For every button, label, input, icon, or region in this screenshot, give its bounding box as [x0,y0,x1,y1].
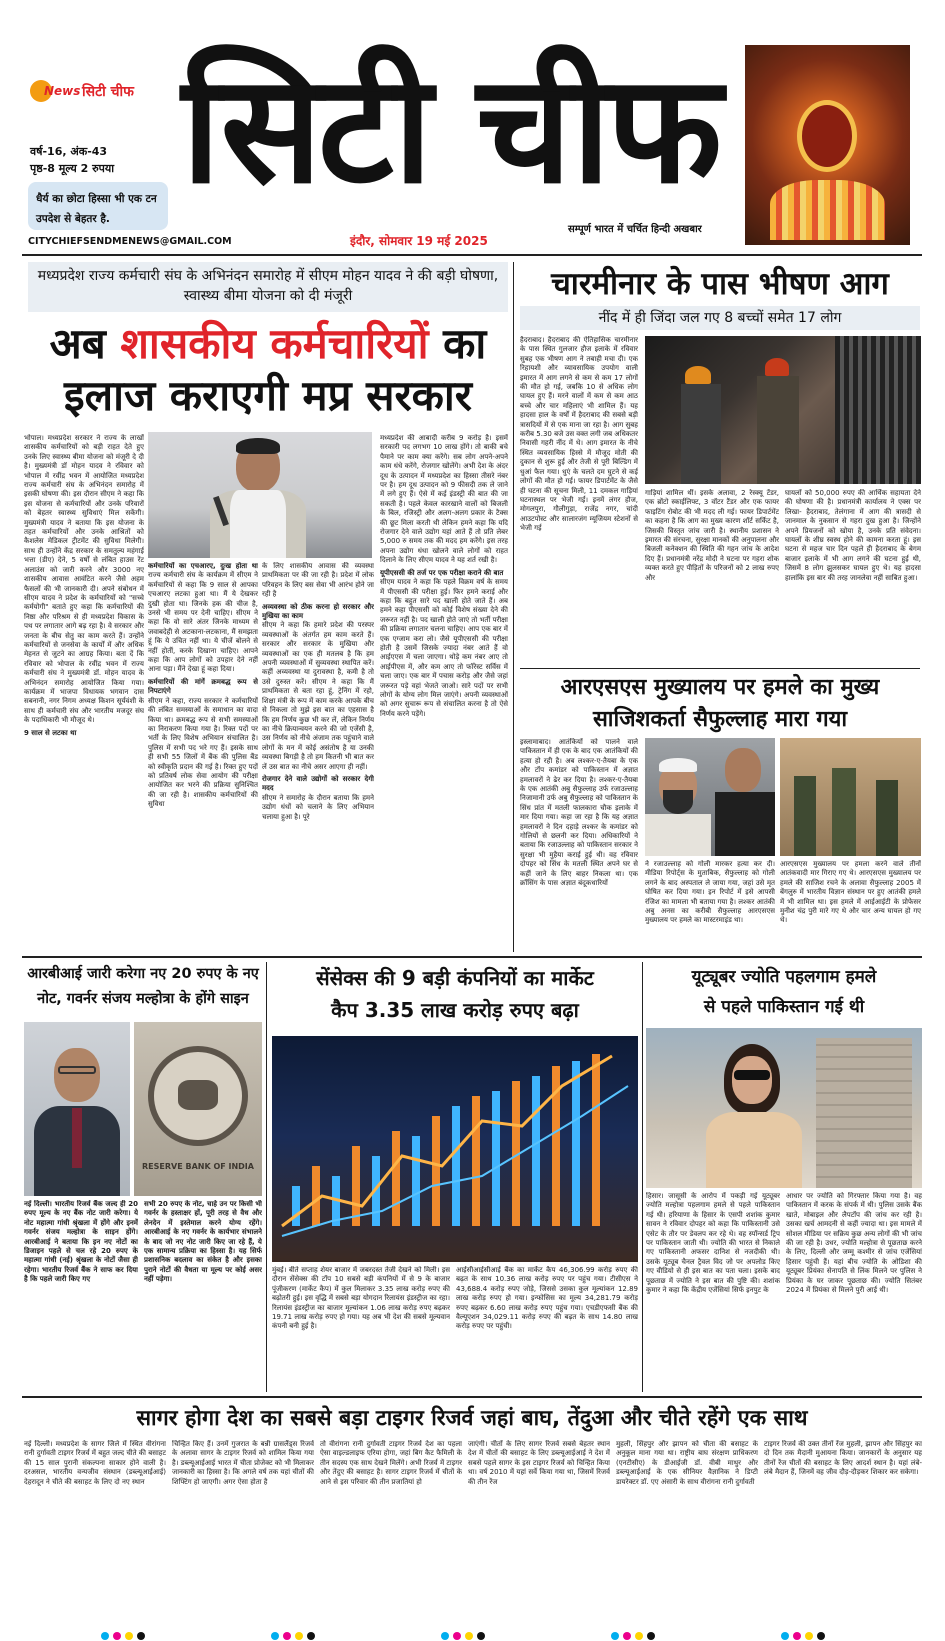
sensex-col-1 [272,1266,450,1392]
dateline: इंदौर, सोमवार 19 मई 2025 [350,234,488,248]
volume-info: वर्ष-16, अंक-43 [30,145,108,158]
rbi-photo-caption: RESERVE BANK OF INDIA [142,1162,254,1171]
firefighter-helmet-2 [765,358,789,376]
rbi-col1-text: नई दिल्ली। भारतीय रिजर्व बैंक जल्द ही 20 रुपए मूल्य के नए बैंक नोट जारी करेगा। ये नोट महात्मा गांधी श्रृंखला में होंगे और इनमें गवर्नर संजय मल्होत्रा के साइन होंगे। आरबीआई ने बताया कि इन नए नोटों का डिजाइन पहले से चल रहे 20 रुपए के महात्मा गांधी (नई) श्रृंखला के नोटों जैसा ही रहेगा। भारतीय रिजर्व बैंक ने साफ कर दिया है कि पहले जारी किए गए [24,1200,138,1284]
pages-price: पृष्ठ-8 मूल्य 2 रुपया [30,162,115,175]
masthead-rule [22,254,922,256]
sensex-col1-text: मुंबई। बीते सप्ताह शेयर बाजार में जबरदस्त तेजी देखने को मिली। इस दौरान सेंसेक्स की टॉप 10 सबसे बड़ी कंपनियों में से 9 के बाजार पूंजीकरण (मार्केट कैप) में कुल मिलाकर 3.35 लाख करोड़ रुपए की बढ़ोतरी हुई। इस वृद्धि में सबसे बड़ा योगदान रिलायंस इंडस्ट्रीज का रहा। रिलायंस इंडस्ट्रीज का बाजार मूल्यांकन 1.06 लाख करोड़ रुपए बढ़कर 19.71 लाख करोड़ रुपए हो गया। यह अब भी देश की सबसे मूल्यवान कंपनी बनी हुई है। [272,1266,450,1331]
lead-col3-text: के लिए शासकीय आवास की व्यवस्था प्राथमिकता पर की जा रही है। प्रदेश में लोक परिवहन के लिए बस सेवा भी आरंभ होने जा रही है [262,562,374,599]
lead-col2-text: राज्य कर्मचारी संघ के कार्यक्रम में सीएम ने कर्मचारियों से कहा कि 9 साल से आपका एचआरए लटका हुआ था। मैं ये देखकर दुखी होता था। जिनके हक की चीज है, उनसे भी समय पर देनी चाहिए। सीएम ने कहा कि वो सारे अंतर जिनके माध्यम से जवाबदेही से अटकाना-लटकाना, मैं समझता हूं कि ये उचित नहीं था। ये चीजें बोलने से नहीं होतीं, करके दिखाना चाहिए। आपने कहा कि आप लोगों को उपहार देने नहीं आना पड़ा। मैंने देखा हूं कहा दिया। [148,571,258,674]
tiger-col4-text: जाएंगी। चीतों के लिए सागर रिजर्व सबसे बेहतर स्थान देश में चीतों की बसाहट के लिए डब्ल्यूआईआई ने देश में सबसे पहले सागर के इस टाइगर रिजर्व को चिन्हित किया था। वर्ष 2010 में यहां सर्वे किया गया था, जिसमें रिजर्व की तीन रेंज [468,1440,610,1486]
rss-col-3 [780,860,921,952]
burnt-structure [835,336,921,484]
governor-head [54,1048,100,1102]
saifullah-body [645,814,711,856]
lead-col-1 [24,434,144,948]
cm-hair [236,438,280,454]
charminar-subhead: नींद में ही जिंदा जल गए 8 बच्चों समेत 17 लोग [598,310,842,326]
charminar-col-1 [520,336,638,663]
trend-line [282,1056,612,1226]
sensex-headline [272,962,638,1026]
lead-col4-text-b: सीएम यादव ने कहा कि पहले विक्रम वर्ष के समय में पीएससी की परीक्षा हुई। फिर हमने कराई और कहा कि बहुत सारे पद खाली होते जाते हैं। अब हमने कहा पीएससी को कोई विशेष संख्या देने की जरूरत नहीं है। पद खाली होते जाएं तो भर्ती परीक्षा की प्रक्रिया लगातार चलना चाहिए। आप एक बार में एक एग्जाम करा लो। जैसे यूपीएससी की परीक्षा होती है उसमें जिसके ज्यादा नंबर आते हैं वो आईएएस में चला जाएगा। थोड़े कम नंबर आए तो आईपीएस में, और कम आए तो फॉरेस्ट सर्विस में चला जाए। एक बार में पचास करोड़ और जैसे जहां जरूरत पड़े वहां भेजते जाओ। सारे पदों पर सभी लोगों के योग्य लोग मिल जाएंगे। अपनी व्यवस्थाओं को अगर सुचारू रूप से संचालित करना है तो ऐसे निर्णय करने पड़ेंगे। [380,578,508,718]
sensex-headline-line2: कैप 3.35 लाख करोड़ रुपए बढ़ा [331,998,579,1022]
brand-logo [30,80,160,102]
lead-headline-part1: अब [49,319,121,368]
lead-col1-text: भोपाल। मध्यप्रदेश सरकार ने राज्य के लाखों शासकीय कर्मचारियों को बड़ी राहत देते हुए उनके लिए स्वास्थ्य बीमा योजना को मंजूरी दे दी है। मुख्यमंत्री डॉ मोहन यादव ने रविवार को भोपाल में रवींद्र भवन में आयोजित मध्यप्रदेश राज्य कर्मचारी संघ के अभिनंदन समारोह में इसकी घोषणा की। इस दौरान सीएम ने कहा कि इस योजना से कर्मचारियों और उनके परिवारों को बेहतर स्वास्थ्य सुविधाएं मिल सकेंगी। मुख्यमंत्री यादव ने बताया कि इस योजना के तहत कर्मचारियों और उनके आश्रितों को कैशलेस मेडिकल ट्रीटमेंट की सुविधा मिलेगी। साथ ही उन्होंने केंद्र सरकार के समतुल्य महंगाई भत्ता (डीए) देने, 5 वर्षों से लंबित हाउस रेंट अलाउंस को जारी करने और 3000 नए शासकीय आवास आवंटित करने जैसे अहम फैसलों की भी जानकारी दी। अपने संबोधन में सीएम यादव ने प्रदेश के कर्मचारियों को "सच्चे कर्मयोगी" बताते हुए कहा कि कर्मचारियों की निष्ठा और परिश्रम से ही मध्यप्रदेश विकास के पथ पर लगातार आगे बढ़ रहा है। वे सरकार और जनता के बीच सेतु का काम करते हैं। उन्होंने कर्मचारियों से जनसेवा के कार्यों में और अधिक मेहनत से जुटने का आग्रह किया। बता दें कि रविवार को भोपाल के रवींद्र भवन में राज्य कर्मचारी संघ ने मुख्यमंत्री डॉ. मोहन यादव के अभिनंदन समारोह आयोजित किया गया। कार्यक्रम में भाजपा विधायक भगवान दास सबनानी, नगर निगम अध्यक्ष किशन सूर्यवंशी के साथ ही कर्मचारी संघ और भारतीय मजदूर संघ के पदाधिकारी भी मौजूद थे। [24,434,144,725]
charminar-headline: चारमीनार के पास भीषण आग [551,266,889,302]
charminar-col1-text: हैदराबाद। हैदराबाद की ऐतिहासिक चारमीनार के पास स्थित गुलजार हौज इलाके में रविवार सुबह एक भीषण आग ने तबाही मचा दी। एक रिहायशी और व्यावसायिक उपयोग वाली इमारत में आग लगने से कम से कम 17 लोगों की मौत हो गई, जबकि 10 से अधिक लोग घायल हुए हैं। मरने वालों में कम से कम आठ बच्चे और चार महिलाएं भी शामिल हैं। यह हादसा हाल के वर्षों में हैदराबाद की सबसे बड़ी त्रासदियों में से एक माना जा रहा है। आग सुबह करीब 5.30 बजे उस वक्त लगी जब अधिकतर निवासी गहरी नींद में थे। आग इमारत के नीचे स्थित व्यवसायिक हिस्से में मौजूद मोती की दुकान से शुरू हुई और तेजी से पूरी बिल्डिंग में धुआं फैल गया। धुएं के चलते दम घुटने से कई लोगों की मौत हो गई। फायर डिपार्टमेंट के जैसे ही घटना की सूचना मिली, 11 दमकल गाड़ियां घटनास्थल पर भेजी गईं। इनमें लंगर हौज, मोगलपुरा, गौलीगुड़ा, राजेंद्र नगर, चांदी आउटपोस्ट और सालारजंग म्यूजियम स्टेशनों से भेजी गई [520,336,638,533]
charminar-rule [520,668,920,669]
bottom-section-rule [22,1396,922,1398]
second-man-head [725,748,761,792]
rss-col1-text: इस्लामाबाद। आतंकियों को पालने वाले पाकिस्तान में ही एक के बाद एक आतंकियों की हत्या हो रही है। अब लश्कर-ए-तैयबा के एक और टॉप कमांडर को पाकिस्तान में अज्ञात हमलावरों ने ढेर कर दिया है। लश्कर-ए-तैयबा के एक आतंकी अबु सैफुल्लाह उर्फ रजाउल्लाह निजामानी उर्फ अबु सैफुल्लाह को पाकिस्तान के सिंध प्रांत में मतली फालकारा चौक इलाके में मार दिया गया। कहा जा रहा है कि यह अज्ञात हमलावरों ने दिन दहाड़े लश्कर के कमांडर को गोलियों से छलनी कर दिया। अधिकारियों ने बताया कि रजाउल्लाह को पाकिस्तान सरकार ने सुरक्षा भी मुहैया कराई हुई थी। वह रविवार दोपहर को सिंध के मतली स्थित अपने घर से कहीं जाने के लिए बाहर निकला था। एक क्रॉसिंग के पास अज्ञात बंदूकधारियों [520,738,638,888]
charminar-col-3 [785,489,921,663]
section-rule [22,956,922,958]
firefighter-1 [681,384,721,484]
logo-news: News [44,84,81,98]
saifullah-beard [663,790,693,814]
deity-photo [745,45,910,245]
lead-headline-red: शासकीय कर्मचारियों [120,319,429,368]
governor-photo [24,1022,130,1196]
jyoti-face [732,1056,772,1104]
lead-headline-part2: का [428,319,487,368]
tiger-col3-text: तो वीरांगना रानी दुर्गावती टाइगर रिजर्व देश का पहला ऐसा वाइल्डलाइफ एरिया होगा, जहां बिग कैट फैमिली के तीन सदस्य एक साथ देखने मिलेंगे। अभी रिजर्व में टाइगर और तेंदुए की बसाहट है। सागर टाइगर रिजर्व में चीतों के आने से इस परिवार की तीन प्रजातियां हो [320,1440,462,1486]
tiger-col5-text: मुहली, सिंहपुर और झापन को चीता की बसाहट के अनुकूल माना गया था। राष्ट्रीय बाघ संरक्षण प्राधिकरण (एनटीसीए) के डीआईजी डॉ. वीबी माथुर और डब्ल्यूआईआई के एक सीनियर वैज्ञानिक ने डिप्टी डायरेक्टर डॉ. एए अंसारी के साथ वीरांगना रानी दुर्गावती [616,1440,758,1486]
logo-city-chief: सिटी चीफ [82,84,134,100]
rss-col2-text: ने रजाउल्लाह को गोली मारकर हत्या कर दी। मीडिया रिपोर्ट्स के मुताबिक, सैफुल्लाह को गोली लगने के बाद अस्पताल ले जाया गया, जहां उसे मृत घोषित कर दिया गया। इन रिपोर्ट में इसे आपसी रंजिश का मामला भी बताया गया है। लश्कर आतंकी अबु अनस का करीबी सैफुल्लाह आरएसएस मुख्यालय पर हमले का मास्टरमाइंड था। [645,860,775,925]
soldiers-photo [780,738,921,856]
lead-col3-text-c: सीएम ने समारोह के दौरान बताया कि हमने उद्योग धंधों को चलाने के लिए अभियान चलाया हुआ है। पूरे [262,793,374,821]
tiger-headline: सागर होगा देश का सबसे बड़ा टाइगर रिजर्व जहां बाघ, तेंदुआ और चीते रहेंगे एक साथ [136,1406,808,1431]
sensex-divider [642,962,643,1392]
rss-headline [520,672,920,736]
second-man-body [715,792,775,856]
jyoti-photo [646,1028,922,1188]
lead-col4-text: मध्यप्रदेश की आबादी करीब 9 करोड़ है। इसमें सरकारी पद लगभग 10 लाख होंगे। तो बाकी बचे पैमाने पर काम क्या करेंगे। सब लोग अपने-अपने काम धंधे करेंगे, रोजगार खोलेंगे। अभी देश के अंदर दूध के उत्पादन में मध्यप्रदेश का हिस्सा तीसरे नंबर पर है। हम दूध उत्पादन को 9 फीसदी तक ले जाने में लगे हुए हैं। ऐसे में कई इंडस्ट्री की बात की जा सकती है। पहले केवल कारखाने वालों को बिजली के बिल, रजिस्ट्री और अलग-अलग प्रकार के टैक्स की छूट मिला करती थी लेकिन हमने कहा कि यदि रोजगार देने वाले उद्योग यहां आते हैं तो प्रति लेबर 5,000 रु समय तक की मदद हम करेंगे। इस तरह अपना उद्योग धंधा खोलने वाले लोगों को राहत दिलाने के लिए सीएम यादव ने यह शर्त रखी है। [380,434,508,565]
tiger-col6-text: टाइगर रिजर्व की उक्त तीनों रेंज मुहली, झापन और सिंहपुर का दो दिन तक मैदानी मुआयना किया। जानकारों के अनुसार यह तीनों रेंज चीतों की बसाहट के लिए आदर्श स्थान है। यहां लंबे-लंबे मैदान हैं, जिनमें वह जीव दौड़-दौड़कर शिकार कर सकेगा। [764,1440,922,1477]
quote-text: धैर्य का छोटा हिस्सा भी एक टन उपदेश से बेहतर है. [36,193,157,225]
fire-photo [645,336,921,484]
sensex-headline-line1: सेंसेक्स की 9 बड़ी कंपनियों का मार्केट [316,966,594,990]
quote-box [28,182,168,230]
youtuber-col-1 [646,1192,780,1392]
rss-col-1 [520,738,638,952]
youtuber-col-2 [786,1192,922,1392]
lead-col3-text-b: सीएम ने कहा कि हमारे प्रदेश की परस्पर व्यवस्थाओं के अंतर्गत हम काम करते हैं। सरकार और सरकार के मुखिया और व्यवस्थाओं का एक ही मतलब है कि हम अपनी व्यवस्थाओं में सुव्यवस्था स्थापित करें। कहीं अव्यवस्था या दुरावस्था है, कमी है तो उसे दुरुस्त करें। सीएम ने कहा कि मैं प्राथमिकता से बता रहा हूं, ट्रेनिंग में रहो, शिक्षा मंत्री के रूप में काम करके आपके बीच से निकला तो मुझे इस बात का एहसास है कि हम निर्णय कुछ भी कर लें, लेकिन निर्णय का नीचे क्रियान्वयन करने की जो एजेंसी है, उस निर्णय को नीचे अंजाम तक पहुंचाने वाले लोगों के मन में कोई असंतोष है या उनकी व्यवस्था बिगड़ी है तो हम कितनी भी बात कर लें उस बात का नीचे असर आएगा ही नहीं। [262,621,374,771]
lead-col-2 [148,562,258,948]
registration-dots [100,1631,860,1641]
governor-tie [72,1108,82,1168]
building-background [816,1038,912,1188]
charminar-col2-text: गाड़ियां शामिल थीं। इसके अलावा, 2 रेस्क्यू टेंडर, एक ब्रोंटो स्काईलिफ्ट, 3 वॉटर टैंडर और एक फायर फाइटिंग रोबोट की भी मदद ली गई। फायर डिपार्टमेंट का कहना है कि आग का मुख्य कारण शॉर्ट सर्किट है, जिसकी विस्तृत जांच जारी है। स्थानीय प्रशासन ने इमारत की संरचना, सुरक्षा मानकों की अनुपालना और बिजली कनेक्शन की स्थिति की गहन जांच के आदेश दिए हैं। प्रधानमंत्री नरेंद्र मोदी ने घटना पर गहरा शोक व्यक्त करते हुए पीड़ितों के परिजनों को 2 लाख रुपए और [645,489,779,582]
newspaper-title: सिटी चीफ [181,43,719,217]
soldier-1 [794,776,816,856]
jyoti-sunglasses [734,1070,770,1080]
tiger-col-1 [24,1440,166,1618]
rbi-tiger-icon [178,1080,218,1110]
deity-face [797,100,857,172]
stock-market-photo [272,1036,638,1262]
lead-headline [28,318,508,422]
lead-col-3 [262,562,374,948]
rss-headline-line2: साजिशकर्ता सैफुल्लाह मारा गया [592,707,848,732]
firefighter-helmet-1 [685,366,711,384]
tiger-col-6 [764,1440,922,1618]
stock-chart-graphic [272,1036,638,1262]
lead-col1-tail: 9 साल से लटका था [24,728,77,737]
rbi-col-2 [144,1200,262,1390]
tiger-col2-text: चिन्हित किए हैं। उनमें गुजरात के बन्नी ग्रासलैंड्स रिजर्व के अलावा सागर के टाइगर रिजर्व को शामिल किया गया है। डब्ल्यूआईआई भारत में चीता प्रोजेक्ट को भी मिलाकर जानकारी का हिस्सा है। कि अगले वर्ष तक यहां चीतों की शिफ्टिंग हो जाएगी। अगर ऐसा होता है [172,1440,314,1486]
cm-photo [148,432,372,558]
column-divider [513,262,514,952]
tiger-col-3 [320,1440,462,1618]
lead-col3-subhead2: रोजगार देने वाले उद्योगों को सरकार देगी मदद [262,774,374,793]
masthead [0,0,945,255]
saifullah-cap [659,758,697,772]
jyoti-outfit [706,1112,802,1188]
tagline: सम्पूर्ण भारत में चर्चित हिन्दी अखबार [568,224,702,235]
lead-col3-subhead1: अव्यवस्था को ठीक करना हो सरकार और मुखिया का काम [262,602,374,621]
rbi-col2-text: सभी 20 रुपए के नोट, चाहे उन पर किसी भी गवर्नर के हस्ताक्षर हों, पूरी तरह से वैध और लेनदेन में इस्तेमाल करने योग्य रहेंगे। आरबीआई के नए गवर्नर के कार्यभार संभालने के बाद जो नए नोट जारी किए जा रहे हैं, ये एक सामान्य प्रक्रिया का हिस्सा है। यह सिर्फ प्रशासनिक बदलाव का संकेत है और इसका पुराने नोटों की वैधता या मूल्य पर कोई असर नहीं पड़ेगा। [144,1200,262,1284]
youtuber-headline-line2: से पहले पाकिस्तान गई थी [703,997,865,1017]
firefighter-2 [757,376,799,484]
rbi-divider [266,962,267,1392]
charminar-col-2 [645,489,779,663]
charminar-subhead-box [520,306,920,330]
rbi-col-1 [24,1200,138,1390]
sensex-col-2 [456,1266,638,1392]
tiger-col1-text: नई दिल्ली। मध्यप्रदेश के सागर जिले में स्थित वीरांगना रानी दुर्गावती टाइगर रिजर्व में बहुत जल्द चीते की बसाहट की 15 साल पुरानी संकल्पना साकार होने वाली है। दरअसल, भारतीय वन्यजीव संस्थान (डब्ल्यूआईआई) देहरादून ने चीते की बसाहट के लिए दो नए स्थान [24,1440,166,1486]
youtuber-col1-text: हिसार। जासूसी के आरोप में पकड़ी गई यूट्यूबर ज्योति मल्होत्रा पहलगाम हमले से पहले पाकिस्तान गई थी। हरियाणा के हिसार के एसपी शशांक कुमार सावन ने रविवार दोपहर को कहा कि पाकिस्तानी उसे एसेट के तौर पर डेवलप कर रहे थे। वह स्पॉन्सर्ड ट्रिप पर पाकिस्तान जाती थी। ज्योति की भारत से निकाले गए पाकिस्तानी अफसर दानिश से नजदीकी थी। उसके यूट्यूब चैनल ट्रैवल विद जो पर अपलोड किए गए वीडियो से ही इस बात का पता चला। इसके बाद पूछताछ में ज्योति ने इस बात की पुष्टि की। शशांक कुमार ने कहा कि केंद्रीय एजेंसियां सिर्फ इनपुट के [646,1192,780,1295]
tiger-col-2 [172,1440,314,1618]
charminar-col3-text: घायलों को 50,000 रुपए की आर्थिक सहायता देने की घोषणा की है। प्रधानमंत्री कार्यालय ने एक्स पर लिखा- हैदराबाद, तेलंगाना में आग की त्रासदी से जानमाल के नुकसान से गहरा दुख हुआ है। जिन्होंने अपने प्रियजनों को खोया है, उनके प्रति संवेदना। घायलों के शीघ्र स्वस्थ होने की कामना करता हूं। इस घटना से महज चार दिन पहले ही हैदराबाद के बेगम बाजार इलाके में भी आग लगने की घटना हुई थी, जिसमें 8 लोग झुलसकर घायल हुए थे। यह हादसा हालांकि इस बार की तरह जानलेवा नहीं साबित हुआ। [785,489,921,582]
tiger-col-4 [468,1440,610,1618]
rss-col3-text: आरएसएस मुख्यालय पर हमला करने वाले तीनों आतंकवादी मार गिराए गए थे। आरएसएस मुख्यालय पर हमले की साजिश रचने के अलावा सैफुल्लाह 2005 में बेंगलुरु में भारतीय विज्ञान संस्थान पर हुए आतंकी हमले में भी शामिल था। इस हमले में आईआईटी के प्रोफेसर मुनीश चंद्र पुरी मारे गए थे और चार अन्य घायल हो गए थे। [780,860,921,925]
lead-col2-lead: कर्मचारियों का एचआरए, दुःख होता था [148,562,258,570]
youtuber-headline-line1: यूट्यूबर ज्योति पहलगाम हमले [691,967,877,987]
lead-col4-subhead: यूपीएससी की तर्ज पर एक परीक्षा कराने की बात [380,568,504,577]
lead-kicker-box [28,262,508,312]
youtuber-headline [646,962,922,1022]
lead-kicker: मध्यप्रदेश राज्य कर्मचारी संघ के अभिनंदन समारोह में सीएम मोहन यादव ने की बड़ी घोषणा, स्वास्थ्य बीमा योजना को दी मंजूरी [37,268,499,304]
registration-marks [100,1626,860,1636]
rbi-headline: आरबीआई जारी करेगा नए 20 रुपए के नए नोट, गवर्नर संजय मल्होत्रा के होंगे साइन [27,966,259,1007]
lead-col2-subhead: कर्मचारियों की मांगें क्रमबद्ध रूप से निपटाएंगे [148,677,258,696]
youtuber-col2-text: आधार पर ज्योति को गिरफ्तार किया गया है। वह पाकिस्तान में करक के संपर्क में थी। पुलिस उसके बैंक खाते, मोबाइल और लैपटॉप की जांच कर रही है। उसका खर्च आमदनी से कहीं ज्यादा था। इस मामले में सोशल मीडिया पर सक्रिय कुछ अन्य लोगों की भी जांच की जा रही है। उधर, ज्योति मल्होत्रा से पूछताछ करने के लिए, दिल्ली और जम्मू कश्मीर से जांच एजेंसियां हिसार पहुंची हैं। यहां बीच ज्योति के ओडिशा की यूट्यूबर प्रियंका सेनापति से लिंक मिलने पर पुलिस ने प्रियंका के घर जाकर पूछताछ की। ज्योति सितंबर 2024 में प्रियंका से मिलने पुरी आई थी। [786,1192,922,1295]
soldier-2 [832,768,856,856]
soldier-3 [876,780,898,856]
rbi-logo-photo [134,1022,262,1196]
governor-glasses [58,1066,96,1074]
rss-col-2 [645,860,775,952]
flower-garland [770,180,885,240]
lead-col2-text-b: सीएम ने कहा, राज्य सरकार ने कर्मचारियों की लंबित समस्याओं के समाधान का वादा किया था। क्रमबद्ध रूप से सभी समस्याओं का निराकरण किया गया है। रिक्त पदों पर भर्ती के लिए विशेष अभियान संचालित है। पुलिस में सभी पद भरे गए हैं। इसके साथ ही सभी 55 जिलों में बैंक की पुलिस बैंड को स्वीकृति प्रदान की गई है। रिक्त हुए पदों को प्रतिवर्ष लोक सेवा आयोग की परीक्षा आयोजित कर भरने की प्रक्रिया सुनिश्चित की जा रही है। शासकीय कर्मचारियों की सुविधा [148,696,258,809]
rss-headline-line1: आरएसएस मुख्यालय पर हमले का मुख्य [560,675,880,700]
lead-col-4 [380,434,508,948]
lead-headline-line2: इलाज कराएगी मप्र सरकार [64,371,472,420]
tiger-col-5 [616,1440,758,1618]
saifullah-photo [645,738,775,856]
sensex-col2-text: आईसीआईसीआई बैंक का मार्केट कैप 46,306.99 करोड़ रुपए की बढ़त के साथ 10.36 लाख करोड़ रुपए पर पहुंच गया। टीसीएस ने 43,688.4 करोड़ रुपए जोड़े, जिससे उसका कुल मूल्यांकन 12.89 लाख करोड़ रुपए हो गया। इन्फोसिस का मूल्य 34,281.79 करोड़ रुपए बढ़कर 6.60 लाख करोड़ रुपए पहुंच गया। एचडीएफसी बैंक की वैल्यूएशन 34,029.11 करोड़ रुपए की बढ़त के साथ 14.80 लाख करोड़ रुपए पर पहुंची। [456,1266,638,1331]
email: CITYCHIEFSENDMENEWS@GMAIL.COM [28,236,232,247]
